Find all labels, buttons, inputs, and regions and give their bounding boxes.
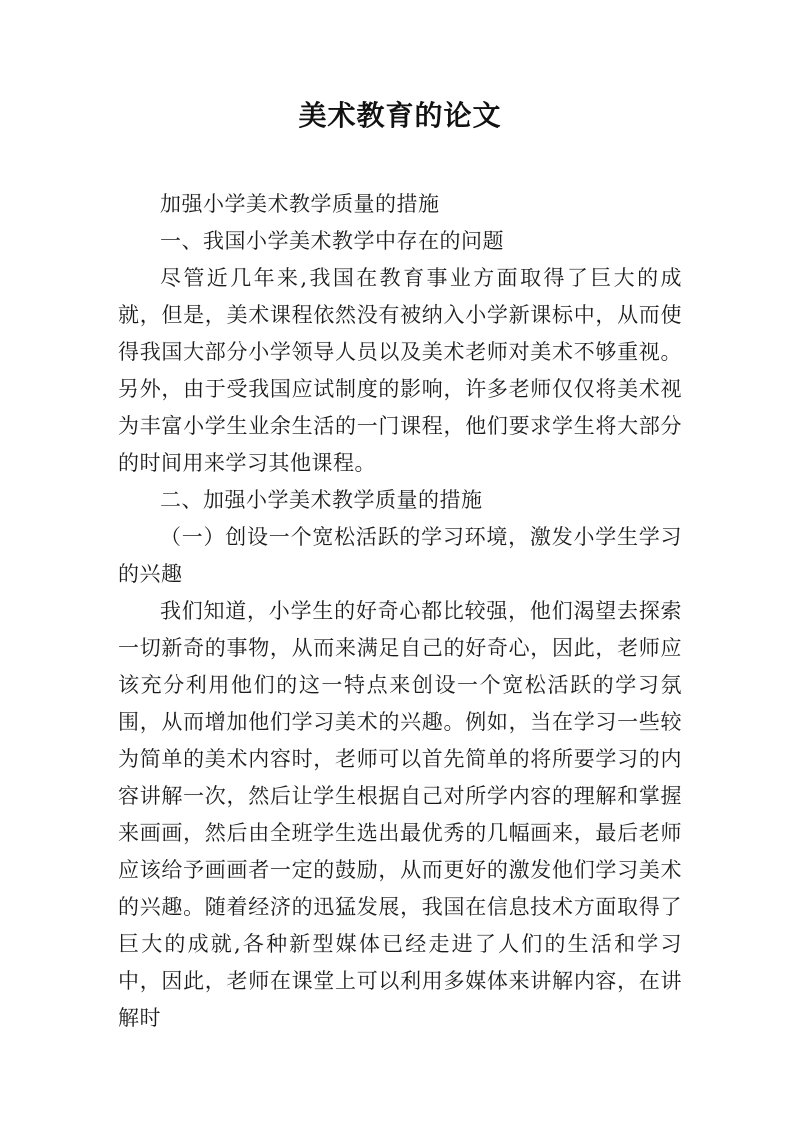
section-heading-measures: 二、加强小学美术教学质量的措施 — [160, 488, 483, 512]
paragraph-environment: 我们知道，小学生的好奇心都比较强，他们渴望去探索一切新奇的事物，从而来满足自己的好奇心，因此，老师应该充分利用他们的这一特点来创设一个宽松活跃的学习氛围，从而增加他们学习美术的兴趣。例如，当在学习一些较为简单的美术内容时，老师可以首先简单的将所要学习的内容讲解一次，然后让学生根据自己对所学内容的理解和掌握来画画，然后由全班学生选出最优秀的几幅画来，最后老师应该给予画画者一定的鼓励，从而更好的激发他们学习美术的兴趣。随着经济的迅猛发展，我国在信息技术方面取得了巨大的成就,各种新型媒体已经走进了人们的生活和学习中，因此，老师在课堂上可以利用多媒体来讲解内容，在讲解时 — [118, 599, 682, 1030]
section-heading-main: 加强小学美术教学质量的措施 — [160, 192, 440, 216]
subsection-heading-environment: （一）创设一个宽松活跃的学习环境，激发小学生学习的兴趣 — [118, 525, 682, 586]
document-body — [118, 186, 682, 1037]
section-heading-problems: 一、我国小学美术教学中存在的问题 — [160, 229, 504, 253]
document-title: 美术教育的论文 — [298, 99, 502, 132]
paragraph-problems: 尽管近几年来,我国在教育事业方面取得了巨大的成就，但是，美术课程依然没有被纳入小学新课标中，从而使得我国大部分小学领导人员以及美术老师对美术不够重视。另外，由于受我国应试制度的影响，许多老师仅仅将美术视为丰富小学生业余生活的一门课程，他们要求学生将大部分的时间用来学习其他课程。 — [118, 266, 682, 475]
